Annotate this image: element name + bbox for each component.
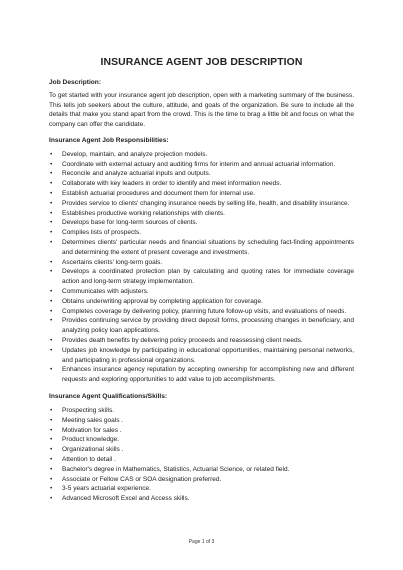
qualifications-list	[49, 406, 354, 504]
list-item: • Advanced Microsoft Excel and Access skills.	[49, 494, 354, 504]
list-item: • 3-5 years actuarial experience.	[49, 484, 354, 494]
list-item: • Enhances insurance agency reputation by accepting ownership for accomplishing new and different requests and exploring opportunities to add value to job accomplishments.	[49, 365, 354, 385]
list-item: • Compiles lists of prospects.	[49, 228, 354, 238]
list-item: • Organizational skills .	[49, 445, 354, 455]
list-item: • Ascertains clients' long-term goals.	[49, 258, 354, 268]
list-item: • Determines clients' particular needs and financial situations by scheduling fact-finding appointments and determining the extent of present coverage and investments.	[49, 238, 354, 258]
list-item: • Establish actuarial procedures and document them for internal use.	[49, 189, 354, 199]
list-item: • Develop, maintain, and analyze projection models.	[49, 150, 354, 160]
list-item: • Motivation for sales .	[49, 426, 354, 436]
list-item: • Obtains underwriting approval by completing application for coverage.	[49, 297, 354, 307]
list-item: • Bachelor's degree in Mathematics, Statistics, Actuarial Science, or related field.	[49, 465, 354, 475]
list-item: • Develops a coordinated protection plan by calculating and quoting rates for immediate coverage action and long-term strategy implementation.	[49, 267, 354, 287]
list-item: • Prospecting skills.	[49, 406, 354, 416]
list-item: • Product knowledge.	[49, 435, 354, 445]
list-item: • Completes coverage by delivering policy, planning future follow-up visits, and evaluations of needs.	[49, 307, 354, 317]
list-item: • Reconcile and analyze actuarial inputs and outputs.	[49, 169, 354, 179]
responsibilities-heading: Insurance Agent Job Responsibilities:	[49, 136, 169, 144]
page-number: Page 1 of 3	[188, 539, 215, 545]
list-item: • Provides continuing service by providing direct deposit forms, processing changes in beneficiary, and analyzing policy loan applications.	[49, 316, 354, 336]
list-item: • Provides death benefits by delivering policy proceeds and reassessing client needs.	[49, 336, 354, 346]
document-title: INSURANCE AGENT JOB DESCRIPTION	[100, 57, 303, 68]
list-item: • Updates job knowledge by participating in educational opportunities, maintaining personal networks, and participating in professional organizations.	[49, 346, 354, 366]
list-item: • Collaborate with key leaders in order to identify and meet information needs.	[49, 179, 354, 189]
intro-paragraph: To get started with your insurance agent job description, open with a marketing summary of the business. This tells job seekers about the culture, attitude, and goals of the organization. Be sure to include all the details that make you stand apart from the crowd. This is the time to brag a little bit and focus on what the company can offer the candidate.	[49, 92, 354, 129]
list-item: • Coordinate with external actuary and auditing firms for interim and annual actuarial information.	[49, 160, 354, 170]
list-item: • Develops base for long-term sources of clients.	[49, 218, 354, 228]
list-item: • Meeting sales goals .	[49, 416, 354, 426]
responsibilities-list	[49, 150, 354, 385]
list-item: • Attention to detail .	[49, 455, 354, 465]
list-item: • Communicates with adjusters.	[49, 287, 354, 297]
list-item: • Provides service to clients' changing insurance needs by selling life, health, and disability insurance.	[49, 199, 354, 209]
qualifications-heading: Insurance Agent Qualifications/Skills:	[49, 392, 168, 400]
job-description-heading: Job Description:	[49, 79, 102, 86]
list-item: • Associate or Fellow CAS or SOA designation preferred.	[49, 475, 354, 485]
list-item: • Establishes productive working relationships with clients.	[49, 209, 354, 219]
